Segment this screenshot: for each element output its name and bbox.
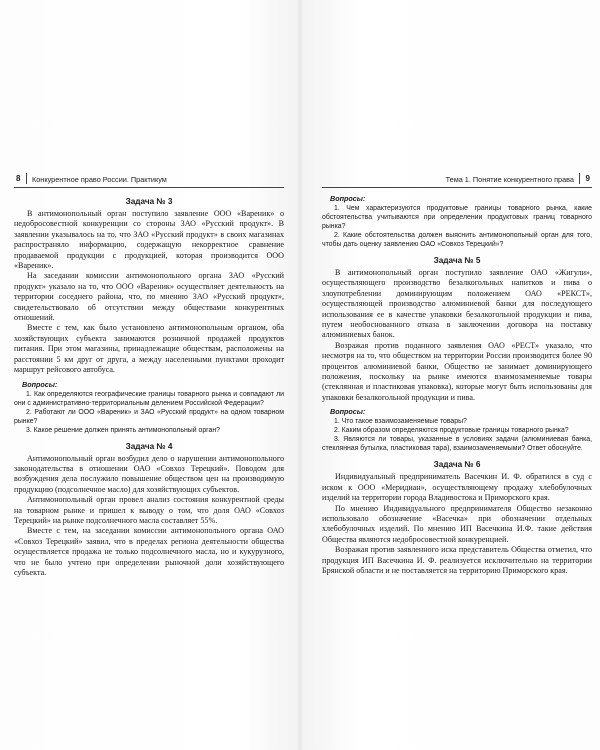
questions-list	[14, 390, 284, 435]
left-page-body	[14, 188, 284, 578]
task-paragraph: В антимонопольный орган поступило заявление ОАО «Жигули», осуществляющего производство безалкогольных напитков и пива о злоупотреблении доминирующим положением ОАО «РЕКСТ», осуществляющей производство алюминиевой банки для последующего использования ее в качестве упаковки безалкогольной продукции и пива, путем необоснованного отказа в заключении договора на поставку алюминиевых банок.	[322, 268, 592, 340]
header-divider	[26, 173, 27, 184]
question-item: 2. Каким образом определяются продуктовые границы товарного рынка?	[334, 427, 569, 435]
task-title: Задача № 6	[433, 460, 481, 470]
question-item: 1. Что такое взаимозаменяемые товары?	[334, 418, 467, 426]
task-paragraph: Антимонопольный орган возбудил дело о нарушении антимонопольного законодательства в отношении ОАО «Совхоз Терецкий». Поводом для возбуждения дела послужило повышение обществом цен на производимую продукцию (подсолнечное масло) для хозяйствующих субъектов.	[14, 453, 284, 494]
right-page-body	[322, 188, 592, 576]
question-item: 3. Являются ли товары, указанные в условиях задачи (алюминиевая банка, стеклянная бутылка, пластиковая тара), взаимозаменяемыми? Ответ обоснуйте.	[322, 436, 592, 453]
task-title: Задача № 3	[125, 197, 173, 206]
questions-title: Вопросы:	[330, 194, 366, 203]
task-paragraph: По мнению Индивидуального предпринимателя Общество незаконно использовало обозначение «Васечка» при обозначении отдельных хлебобулочных изделий. По мнению ИП Васечкина И.Ф. такие действия Общества являются недобросовестной конкуренцией.	[322, 503, 592, 544]
questions-title: Вопросы:	[22, 379, 58, 389]
questions-list	[322, 417, 592, 453]
task-paragraph: Вместе с тем, как было установлено антимонопольным органом, оба хозяйствующих субъекта занимаются розничной продажей продуктов питания. При этом магазины, принадлежащие обществам, расположены на расстоянии 5 км друг от друга, а между населенными пунктами проходит маршрут рейсового автобуса.	[14, 323, 284, 375]
questions-list	[322, 204, 592, 249]
left-page	[14, 172, 284, 578]
page-number: 8	[16, 174, 21, 183]
question-item: 2. Какие обстоятельства должен выяснить антимонопольный орган для того, чтобы дать оценку заявлению ОАО «Совхоз Терецкий»?	[322, 232, 592, 248]
question-item: 1. Как определяются географические границы товарного рынка и совпадают ли они с административно-территориальным делением Российской Федерации?	[14, 390, 284, 407]
questions-title: Вопросы:	[330, 407, 366, 417]
task-paragraph: На заседании комиссии антимонопольного органа ЗАО «Русский продукт» указало на то, что ООО «Вареник» осуществляет деятельность на территории соседнего района, что, по мнению ЗАО «Русский продукт», свидетельствовало об отсутствии между обществами конкурентных отношений.	[14, 271, 284, 323]
header-divider	[579, 173, 580, 184]
task-paragraph: В антимонопольный орган поступило заявление ООО «Вареник» о недобросовестной конкуренции со стороны ЗАО «Русский продукт». В заявлении указывалось на то, что ЗАО «Русский продукт» в своих магазинах распространяло информацию, содержащую некорректное сравнение продаваемой продукции с продукцией, которая производится ООО «Вареник».	[14, 209, 284, 271]
task-paragraph: Возражая против заявленного иска представитель Общества отметил, что продукция ИП Васечкина И. Ф. реализуется исключительно на территории Брянской области и не поставляется на территорию Приморского края.	[322, 545, 592, 575]
page-number: 9	[585, 174, 590, 183]
question-item: 3. Какое решение должен принять антимонопольный орган?	[26, 426, 220, 434]
right-page	[322, 172, 592, 576]
running-title: Тема 1. Понятие конкурентного права	[445, 175, 574, 184]
task-paragraph: Антимонопольный орган провел анализ состояния конкурентной среды на товарном рынке и пришел к выводу о том, что доля ОАО «Совхоз Терецкий» на рынке подсолнечного масла составляет 55%.	[14, 495, 284, 525]
question-item: 1. Чем характеризуются продуктовые границы товарного рынка, какие обстоятельства учитываются при определении продуктовых границ товарного рынка?	[322, 205, 592, 230]
task-paragraph: Возражая против поданного заявления ОАО «РЕСТ» указало, что несмотря на то, что обществом на территории России производится более 90 процентов алюминиевой банки, Общество не занимает доминирующего положения, поскольку на рынке имеются взаимозаменяемые товары (стеклянная и пластиковая упаковка), которые могут быть использованы для упаковки безалкогольной продукции и пива.	[322, 340, 592, 402]
right-page-header	[322, 172, 592, 188]
question-item: 2. Работают ли ООО «Вареник» и ЗАО «Русский продукт» на одном товарном рынке?	[14, 408, 284, 425]
task-paragraph: Вместе с тем, на заседании комиссии антимонопольного органа ОАО «Совхоз Терецкий» заявил, что в пределах региона деятельности общества осуществляется продажа не только подсолнечного масла, но и кукурузного, что не было учтено при определении рыночной доли хозяйствующего субъекта.	[14, 526, 284, 577]
task-paragraph: Индивидуальный предприниматель Васечкин И. Ф. обратился в суд с иском к ООО «Меридиан», осуществляющему продажу хлебобулочных изделий на территории города Владивостока и Приморского края.	[322, 472, 592, 503]
task-title: Задача № 4	[125, 441, 173, 451]
left-page-header	[14, 172, 284, 188]
running-title: Конкурентное право России. Практикум	[32, 175, 167, 184]
task-title: Задача № 5	[433, 256, 481, 265]
